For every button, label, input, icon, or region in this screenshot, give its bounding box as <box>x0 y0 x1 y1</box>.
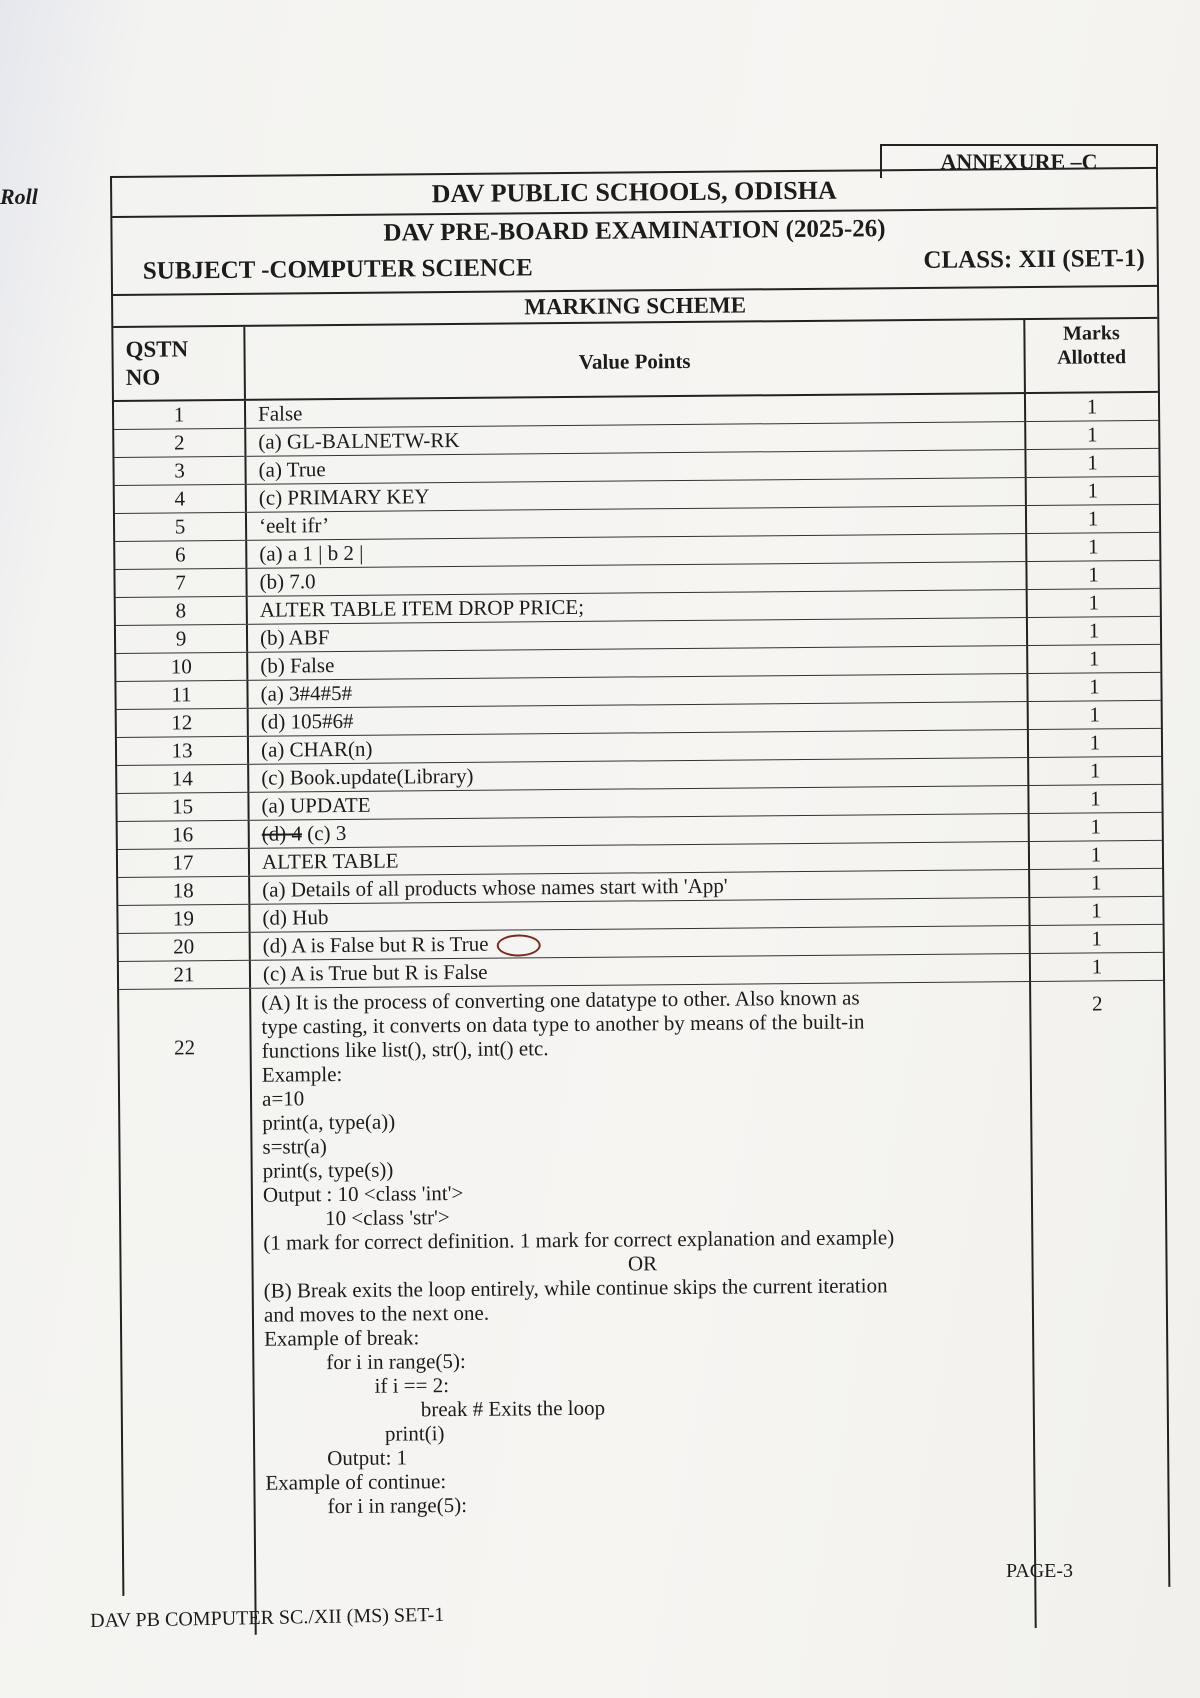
marks-value: 1 <box>1089 674 1100 699</box>
answer-text: (a) CHAR(n) <box>260 736 373 762</box>
question-number: 4 <box>115 485 247 513</box>
marks-value: 2 <box>1091 991 1103 1016</box>
question-number: 1 <box>114 401 246 429</box>
ink-scribble-icon <box>496 934 540 956</box>
answer-table <box>113 317 1168 1636</box>
answer-text: (d) Hub <box>262 905 329 930</box>
table-row-q22 <box>119 981 1169 1636</box>
marks-value: 1 <box>1090 870 1102 895</box>
scheme-title: MARKING SCHEME <box>524 292 747 320</box>
marks-value: 1 <box>1091 926 1103 951</box>
answer-line: and moves to the next one. <box>263 1300 490 1327</box>
answer-line: Example of continue: <box>265 1469 447 1495</box>
answer-text: (b) ABF <box>259 625 330 650</box>
answer-text: (c) Book.update(Library) <box>261 763 474 790</box>
answer-line: if i == 2: <box>374 1373 450 1398</box>
answer-text: ALTER TABLE ITEM DROP PRICE; <box>259 594 585 622</box>
marks-value: 1 <box>1089 730 1101 755</box>
answer-text: ‘eelt ifr’ <box>258 513 330 538</box>
answer-text: ALTER TABLE <box>261 848 399 874</box>
question-number: 21 <box>119 961 251 989</box>
marks-value: 1 <box>1087 506 1099 531</box>
question-number: 9 <box>116 625 248 653</box>
answer-line: (1 mark for correct definition. 1 mark for correct explanation and example) <box>263 1225 895 1255</box>
answer-text: (d) 105#6# <box>260 708 354 734</box>
question-number: 2 <box>114 429 246 457</box>
question-number: 12 <box>117 709 249 737</box>
answer-text: (c) PRIMARY KEY <box>258 484 430 510</box>
margin-note: Roll <box>0 184 38 209</box>
question-number: 8 <box>116 597 248 625</box>
answer-text: (b) 7.0 <box>259 569 316 594</box>
answer-line: print(i) <box>384 1421 445 1446</box>
answer-line: for i in range(5): <box>326 1348 466 1375</box>
answer-line: s=str(a) <box>262 1134 327 1159</box>
marks-value: 1 <box>1088 562 1099 587</box>
exam-header <box>112 209 1157 296</box>
marks-value: 1 <box>1089 702 1101 727</box>
page-number: PAGE-3 <box>1006 1560 1074 1582</box>
question-number: 10 <box>116 653 248 681</box>
question-number: 16 <box>118 821 250 849</box>
question-number: 13 <box>117 737 249 765</box>
answer-line: print(a, type(a)) <box>262 1109 396 1135</box>
answer-text: (c) 3 <box>307 820 347 846</box>
answer-text: (a) GL-BALNETW-RK <box>258 427 460 454</box>
answer-line: type casting, it converts on data type to another by means of the built-in <box>261 1009 865 1039</box>
question-number: 5 <box>115 513 247 541</box>
or-separator: OR <box>627 1251 658 1276</box>
marks-value: 1 <box>1088 590 1100 615</box>
q22-answer <box>251 982 1037 1635</box>
marks-value: 1 <box>1087 478 1099 503</box>
footer-label: DAV PB COMPUTER SC./XII (MS) SET-1 <box>90 1603 445 1632</box>
marks-value: 1 <box>1091 954 1103 979</box>
marks-value: 1 <box>1091 898 1102 923</box>
class-label: CLASS: XII (SET-1) <box>923 244 1145 274</box>
answer-line: Example: <box>261 1062 343 1087</box>
marks-value: 1 <box>1090 814 1102 839</box>
answer-text: (b) False <box>260 653 335 678</box>
question-number: 14 <box>117 765 249 793</box>
question-number: 3 <box>114 457 246 485</box>
answer-text: (c) A is True but R is False <box>262 959 488 986</box>
exam-title: DAV PRE-BOARD EXAMINATION (2025-26) <box>383 215 886 247</box>
answer-line: 10 <class 'str'> <box>324 1205 450 1231</box>
annexure-label: ANNEXURE –C <box>880 144 1158 178</box>
answer-line: a=10 <box>261 1086 305 1111</box>
answer-text: (a) True <box>258 457 326 482</box>
answer-line: break # Exits the loop <box>420 1395 606 1422</box>
marks-value: 1 <box>1089 758 1101 783</box>
answer-line: print(s, type(s)) <box>262 1157 394 1183</box>
struck-answer: (d) 4 <box>261 821 303 846</box>
marks-value: 1 <box>1086 422 1098 447</box>
marks-header: Marks Allotted <box>1057 322 1127 369</box>
subject-label: SUBJECT -COMPUTER SCIENCE <box>142 254 533 285</box>
marks-value: 1 <box>1088 618 1100 643</box>
marks-value: 1 <box>1087 534 1099 559</box>
answer-rows <box>114 393 1163 990</box>
marks-value: 1 <box>1090 786 1101 811</box>
answer-text: (a) a 1 | b 2 | <box>259 540 364 566</box>
value-points-header: Value Points <box>245 320 1026 399</box>
school-name: DAV PUBLIC SCHOOLS, ODISHA <box>112 169 1156 218</box>
answer-line: Output: 1 <box>327 1445 408 1471</box>
question-number: 6 <box>115 541 247 569</box>
question-number: 11 <box>116 681 248 709</box>
marking-scheme-sheet <box>110 167 1170 1596</box>
marks-value: 1 <box>1090 842 1102 867</box>
question-number: 19 <box>118 905 250 933</box>
question-number: 17 <box>118 849 250 877</box>
table-header <box>113 319 1158 402</box>
answer-line: Example of break: <box>264 1325 420 1351</box>
answer-text: (a) Details of all products whose names start with 'App' <box>262 873 728 902</box>
answer-line: Output : 10 <class 'int'> <box>262 1180 464 1207</box>
answer-text: (a) UPDATE <box>261 792 371 818</box>
answer-line: (B) Break exits the loop entirely, while continue skips the current iteration <box>263 1273 888 1303</box>
marks-value: 1 <box>1086 394 1098 419</box>
qno-header: QSTN NO <box>113 327 246 400</box>
answer-line: (A) It is the process of converting one datatype to other. Also known as <box>261 985 860 1015</box>
question-number: 15 <box>117 793 249 821</box>
marks-value: 1 <box>1088 646 1100 671</box>
answer-text: (a) 3#4#5# <box>260 680 353 706</box>
answer-line: for i in range(5): <box>327 1492 468 1519</box>
answer-text: (d) A is False but R is True <box>262 931 489 958</box>
question-number: 18 <box>118 877 250 905</box>
question-number: 22 <box>119 989 257 1636</box>
question-number: 20 <box>119 933 251 961</box>
marks-value: 1 <box>1087 450 1098 475</box>
question-number: 7 <box>115 569 247 597</box>
answer-line: functions like list(), str(), int() etc. <box>261 1036 549 1063</box>
answer-text: False <box>257 401 303 426</box>
